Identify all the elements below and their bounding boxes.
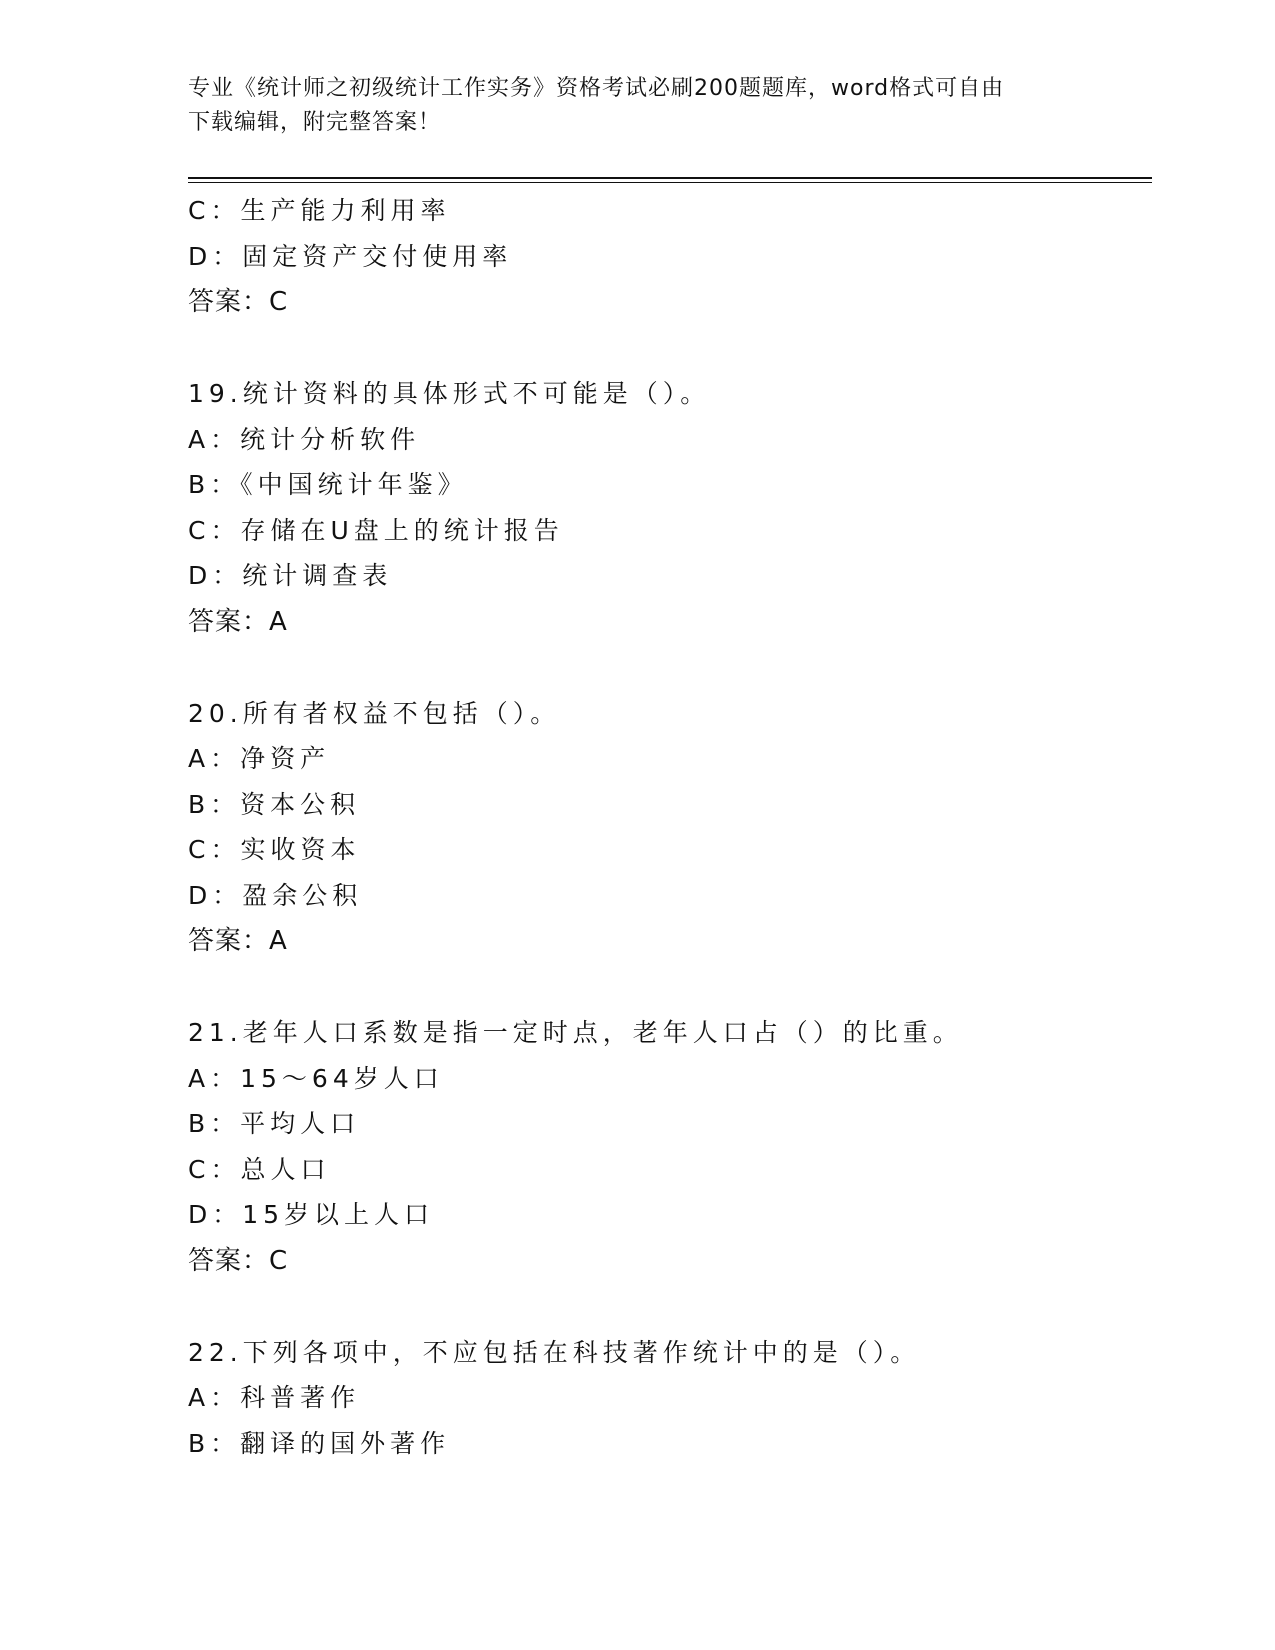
header-divider-thin xyxy=(188,182,1152,183)
spacer xyxy=(188,325,1148,371)
question-stem: 19.统计资料的具体形式不可能是（）。 xyxy=(188,379,711,408)
answer-line: 答案：C xyxy=(188,1245,289,1276)
option-b: B：资本公积 xyxy=(188,789,361,819)
header-line-2: 下载编辑，附完整答案！ xyxy=(188,110,442,135)
option-b: B：翻译的国外著作 xyxy=(188,1428,451,1458)
header-divider-thick xyxy=(188,177,1152,179)
option-b: B：平均人口 xyxy=(188,1109,361,1138)
spacer xyxy=(188,645,1148,691)
option-d: D：盈余公积 xyxy=(188,880,363,910)
option-a: A：15～64岁人口 xyxy=(188,1063,444,1093)
header-line-1: 专业《统计师之初级统计工作实务》资格考试必刷200题题库，word格式可自由 xyxy=(188,76,1005,101)
spacer xyxy=(188,964,1148,1010)
option-a: A：统计分析软件 xyxy=(188,424,421,454)
option-d: D：统计调查表 xyxy=(188,561,393,590)
option-c: C：存储在U盘上的统计报告 xyxy=(188,515,564,545)
option-c: C：总人口 xyxy=(188,1154,331,1184)
spacer xyxy=(188,1284,1148,1330)
question-19 xyxy=(188,371,1148,645)
option-a: A：科普著作 xyxy=(188,1383,361,1412)
option-b: B：《中国统计年鉴》 xyxy=(188,470,468,499)
option-a: A：净资产 xyxy=(188,744,331,773)
answer-line: 答案：A xyxy=(188,606,288,637)
option-c: C：生产能力利用率 xyxy=(188,196,451,225)
question-20 xyxy=(188,691,1148,965)
option-c: C：实收资本 xyxy=(188,835,361,864)
question-stem: 22.下列各项中，不应包括在科技著作统计中的是（）。 xyxy=(188,1337,921,1367)
question-22 xyxy=(188,1330,1148,1467)
question-stem: 21.老年人口系数是指一定时点，老年人口占（）的比重。 xyxy=(188,1018,963,1047)
document-header xyxy=(188,72,1088,140)
option-d: D：固定资产交付使用率 xyxy=(188,241,513,271)
answer-line: 答案：A xyxy=(188,926,288,956)
question-stem: 20.所有者权益不包括（）。 xyxy=(188,698,561,728)
question-list xyxy=(188,188,1148,1466)
question-21 xyxy=(188,1010,1148,1284)
question-continuation xyxy=(188,188,1148,325)
option-d: D：15岁以上人口 xyxy=(188,1200,435,1229)
answer-line: 答案：C xyxy=(188,287,289,317)
